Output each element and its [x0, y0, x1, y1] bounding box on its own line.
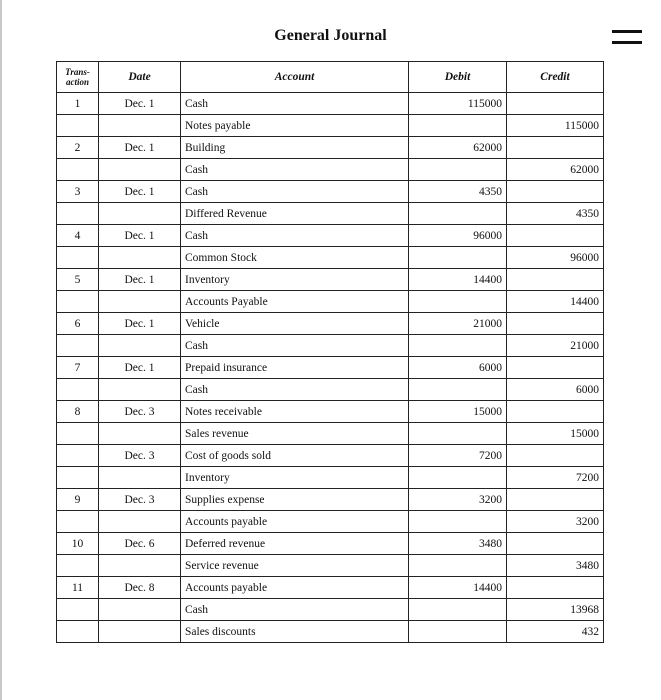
account-cell: Sales discounts [181, 621, 409, 643]
credit-cell [507, 313, 604, 335]
account-cell: Differed Revenue [181, 203, 409, 225]
date-cell: Dec. 1 [99, 313, 181, 335]
transaction-cell [57, 379, 99, 401]
debit-cell [409, 423, 507, 445]
credit-cell: 96000 [507, 247, 604, 269]
debit-cell [409, 621, 507, 643]
page-edge [0, 0, 2, 700]
debit-cell [409, 555, 507, 577]
account-cell: Cash [181, 181, 409, 203]
journal-table [56, 61, 604, 643]
transaction-cell: 8 [57, 401, 99, 423]
credit-cell: 14400 [507, 291, 604, 313]
debit-cell: 96000 [409, 225, 507, 247]
date-cell [99, 511, 181, 533]
account-cell: Inventory [181, 269, 409, 291]
date-cell: Dec. 1 [99, 93, 181, 115]
credit-cell: 7200 [507, 467, 604, 489]
account-cell: Service revenue [181, 555, 409, 577]
account-cell: Supplies expense [181, 489, 409, 511]
table-row [57, 401, 604, 423]
credit-cell: 6000 [507, 379, 604, 401]
table-row [57, 489, 604, 511]
account-cell: Building [181, 137, 409, 159]
date-cell: Dec. 1 [99, 181, 181, 203]
account-cell: Accounts Payable [181, 291, 409, 313]
table-row [57, 423, 604, 445]
table-row [57, 467, 604, 489]
debit-cell: 21000 [409, 313, 507, 335]
account-cell: Prepaid insurance [181, 357, 409, 379]
credit-cell: 21000 [507, 335, 604, 357]
transaction-cell [57, 423, 99, 445]
date-cell [99, 203, 181, 225]
credit-cell: 4350 [507, 203, 604, 225]
credit-cell: 3480 [507, 555, 604, 577]
date-cell [99, 599, 181, 621]
table-row [57, 621, 604, 643]
credit-cell [507, 445, 604, 467]
transaction-cell [57, 445, 99, 467]
date-cell [99, 467, 181, 489]
date-cell [99, 159, 181, 181]
date-cell: Dec. 3 [99, 445, 181, 467]
account-cell: Deferred revenue [181, 533, 409, 555]
debit-cell: 4350 [409, 181, 507, 203]
table-row [57, 379, 604, 401]
table-row [57, 599, 604, 621]
debit-cell: 115000 [409, 93, 507, 115]
credit-cell [507, 269, 604, 291]
debit-cell [409, 599, 507, 621]
credit-cell: 3200 [507, 511, 604, 533]
transaction-cell [57, 115, 99, 137]
header-account: Account [181, 62, 409, 93]
transaction-cell: 11 [57, 577, 99, 599]
credit-cell [507, 137, 604, 159]
date-cell: Dec. 1 [99, 137, 181, 159]
credit-cell [507, 93, 604, 115]
account-cell: Accounts payable [181, 511, 409, 533]
page-title: General Journal [274, 27, 387, 44]
transaction-cell [57, 335, 99, 357]
debit-cell [409, 291, 507, 313]
date-cell [99, 291, 181, 313]
transaction-cell [57, 467, 99, 489]
credit-cell: 15000 [507, 423, 604, 445]
account-cell: Sales revenue [181, 423, 409, 445]
header-credit: Credit [507, 62, 604, 93]
debit-cell: 15000 [409, 401, 507, 423]
transaction-cell [57, 555, 99, 577]
table-row [57, 291, 604, 313]
debit-cell: 3480 [409, 533, 507, 555]
table-row [57, 533, 604, 555]
transaction-cell [57, 291, 99, 313]
table-row [57, 577, 604, 599]
header-row [57, 62, 604, 93]
account-cell: Common Stock [181, 247, 409, 269]
credit-cell: 115000 [507, 115, 604, 137]
date-cell [99, 335, 181, 357]
transaction-cell [57, 621, 99, 643]
menu-icon[interactable] [612, 30, 642, 46]
date-cell [99, 379, 181, 401]
table-row [57, 159, 604, 181]
table-row [57, 181, 604, 203]
account-cell: Cash [181, 379, 409, 401]
table-row [57, 335, 604, 357]
transaction-cell: 2 [57, 137, 99, 159]
table-row [57, 247, 604, 269]
transaction-cell [57, 203, 99, 225]
date-cell: Dec. 8 [99, 577, 181, 599]
header-debit: Debit [409, 62, 507, 93]
debit-cell: 6000 [409, 357, 507, 379]
account-cell: Vehicle [181, 313, 409, 335]
table-row [57, 357, 604, 379]
transaction-cell: 4 [57, 225, 99, 247]
table-row [57, 269, 604, 291]
account-cell: Notes receivable [181, 401, 409, 423]
date-cell: Dec. 1 [99, 269, 181, 291]
date-cell: Dec. 3 [99, 401, 181, 423]
credit-cell [507, 577, 604, 599]
account-cell: Cash [181, 225, 409, 247]
transaction-cell: 10 [57, 533, 99, 555]
transaction-cell: 1 [57, 93, 99, 115]
account-cell: Accounts payable [181, 577, 409, 599]
transaction-cell: 3 [57, 181, 99, 203]
date-cell [99, 115, 181, 137]
date-cell [99, 621, 181, 643]
transaction-cell: 7 [57, 357, 99, 379]
date-cell [99, 555, 181, 577]
debit-cell [409, 115, 507, 137]
transaction-cell [57, 511, 99, 533]
date-cell: Dec. 1 [99, 357, 181, 379]
debit-cell [409, 467, 507, 489]
table-row [57, 555, 604, 577]
credit-cell [507, 489, 604, 511]
table-row [57, 137, 604, 159]
menu-icon-bar [612, 41, 642, 44]
transaction-cell: 6 [57, 313, 99, 335]
debit-cell [409, 159, 507, 181]
header-date: Date [99, 62, 181, 93]
journal-body [57, 93, 604, 643]
debit-cell [409, 247, 507, 269]
credit-cell [507, 533, 604, 555]
credit-cell: 62000 [507, 159, 604, 181]
account-cell: Inventory [181, 467, 409, 489]
date-cell: Dec. 6 [99, 533, 181, 555]
transaction-cell: 5 [57, 269, 99, 291]
account-cell: Cash [181, 599, 409, 621]
account-cell: Cash [181, 93, 409, 115]
table-row [57, 225, 604, 247]
debit-cell: 14400 [409, 269, 507, 291]
account-cell: Cash [181, 159, 409, 181]
transaction-cell [57, 159, 99, 181]
table-row [57, 445, 604, 467]
credit-cell [507, 401, 604, 423]
debit-cell [409, 203, 507, 225]
menu-icon-bar [612, 30, 642, 33]
credit-cell [507, 225, 604, 247]
debit-cell: 7200 [409, 445, 507, 467]
date-cell [99, 423, 181, 445]
debit-cell [409, 379, 507, 401]
account-cell: Cost of goods sold [181, 445, 409, 467]
debit-cell [409, 335, 507, 357]
credit-cell: 13968 [507, 599, 604, 621]
credit-cell [507, 357, 604, 379]
debit-cell: 62000 [409, 137, 507, 159]
header-transaction: Trans- action [57, 62, 99, 93]
table-row [57, 313, 604, 335]
transaction-cell [57, 599, 99, 621]
table-row [57, 203, 604, 225]
debit-cell [409, 511, 507, 533]
credit-cell: 432 [507, 621, 604, 643]
account-cell: Cash [181, 335, 409, 357]
debit-cell: 3200 [409, 489, 507, 511]
account-cell: Notes payable [181, 115, 409, 137]
date-cell: Dec. 1 [99, 225, 181, 247]
transaction-cell [57, 247, 99, 269]
table-row [57, 115, 604, 137]
transaction-cell: 9 [57, 489, 99, 511]
date-cell: Dec. 3 [99, 489, 181, 511]
debit-cell: 14400 [409, 577, 507, 599]
table-row [57, 511, 604, 533]
date-cell [99, 247, 181, 269]
credit-cell [507, 181, 604, 203]
table-row [57, 93, 604, 115]
